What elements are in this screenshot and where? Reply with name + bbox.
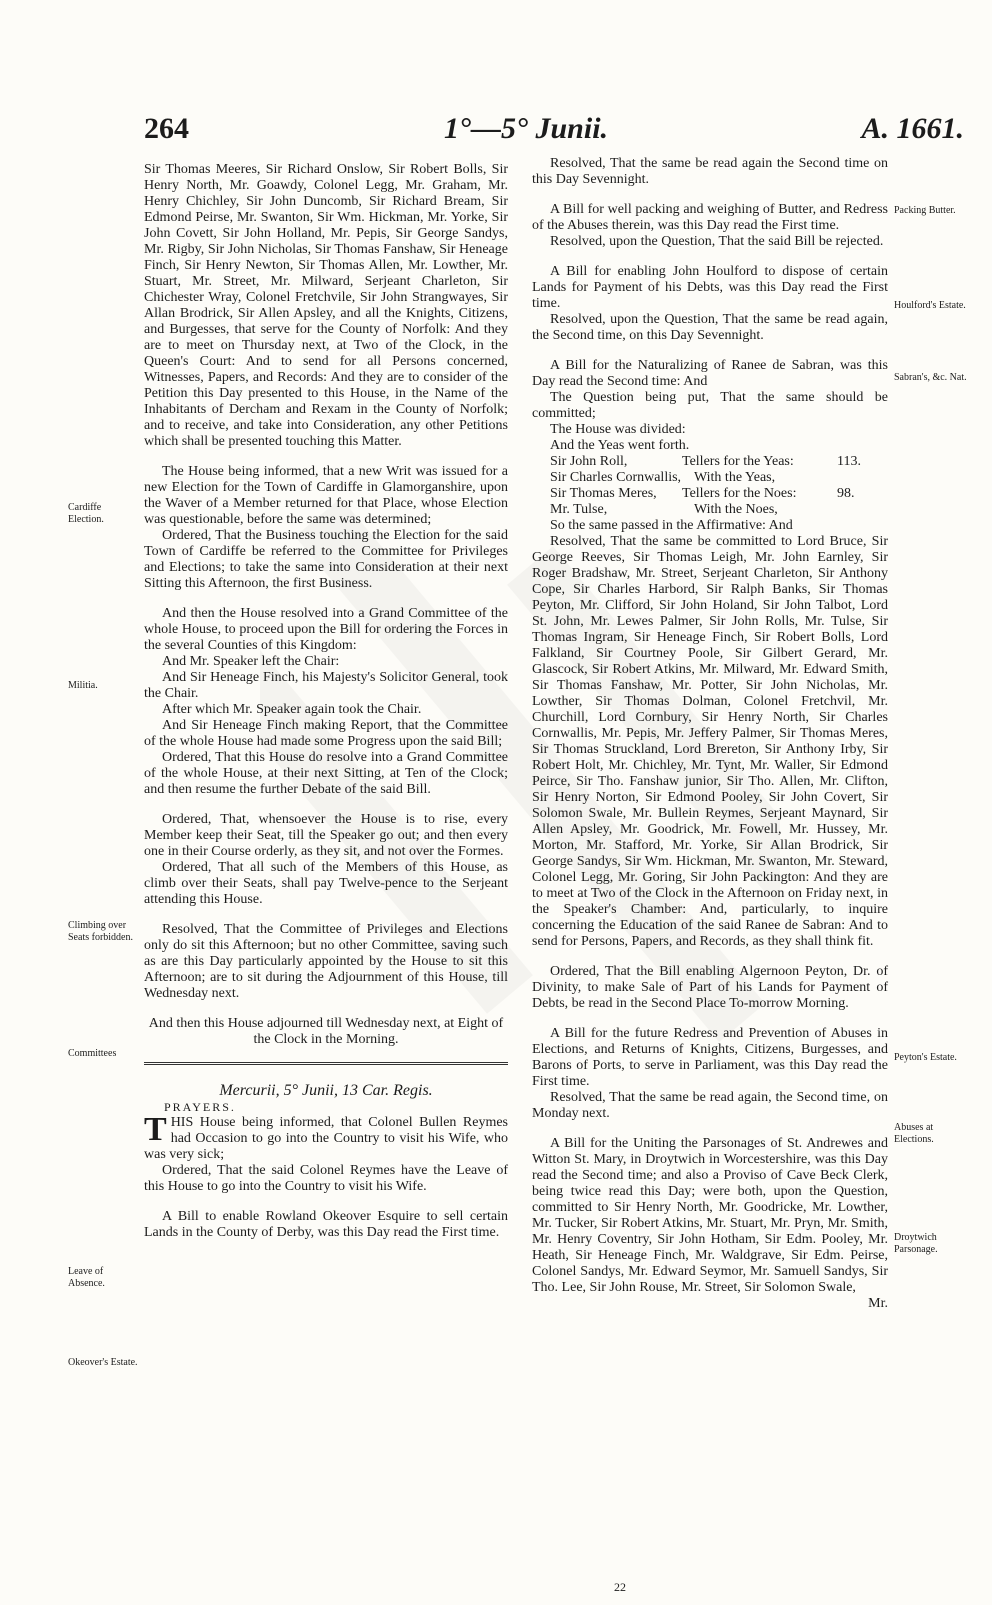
prayers: PRAYERS.: [164, 1100, 236, 1114]
butter-bill: A Bill for well packing and weighing of Butter, and Redress of the Abuses therein, was this Day read the First time.: [532, 202, 888, 233]
houlford-bill: A Bill for enabling John Houlford to dispose of certain Lands for Payment of his Debts, was this Day read the First time.: [532, 264, 888, 311]
butter-rejected: Resolved, upon the Question, That the said Bill be rejected.: [550, 234, 884, 249]
signature-mark: 22: [614, 1580, 626, 1594]
finch-report: And Sir Heneage Finch making Report, that the Committee of the whole House had made some Progress upon the said Bill;: [144, 718, 508, 749]
page-header: [144, 112, 964, 152]
sevennight-resolution: Resolved, That the same be read again the Second time on this Day Sevennight.: [532, 156, 888, 187]
speaker-left: And Mr. Speaker left the Chair:: [162, 654, 340, 669]
cardiffe-order: Ordered, That the Business touching the Election for the said Town of Cardiffe be referred to the Committee for Privileges and Elections; to take the same into Consideration at their next Sitting this Afternoon, the first Business.: [144, 528, 508, 591]
grand-committee-order: Ordered, That this House do resolve into a Grand Committee of the whole House, at their next Sitting, at Ten of the Clock; and then resume the further Debate of the said Bill.: [144, 750, 508, 797]
elections-resolution: Resolved, That the same be read again, the Second time, on Monday next.: [532, 1090, 888, 1121]
teller-role: With the Yeas,: [694, 470, 776, 485]
left-column: [144, 162, 508, 1241]
drop-cap: T: [144, 1111, 167, 1148]
teller-count: [837, 470, 867, 486]
fine-order: Ordered, That all such of the Members of this House, as climb over their Seats, shall pay Twelve-pence to the Serjeant attending this House.: [144, 860, 508, 907]
seat-order: Ordered, That, whensoever the House is to rise, every Member keep their Seat, till the Speaker go out; and then every one in their Course orderly, as they sit, and not over the Formes.: [144, 812, 508, 859]
margin-note-leave: Leave of Absence.: [68, 1266, 105, 1289]
speaker-again: After which Mr. Speaker again took the Chair.: [162, 702, 422, 717]
committees-resolution: Resolved, That the Committee of Privileges and Elections only do sit this Afternoon; but no other Committee, saving such as are this Day particularly appointed by the House to sit this Afternoon; are to sit during the Adjournment of this House, till Wednesday next.: [144, 922, 508, 1001]
sabran-bill: A Bill for the Naturalizing of Ranee de Sabran, was this Day read the Second time: And: [532, 358, 888, 389]
yeas-forth: And the Yeas went forth.: [550, 438, 690, 453]
margin-note-sabran: Sabran's, &c. Nat.: [894, 372, 967, 383]
page-year: A. 1661.: [861, 112, 964, 145]
section-rule: [144, 1062, 508, 1065]
margin-note-peyton: Peyton's Estate.: [894, 1052, 957, 1063]
day-heading: Mercurii, 5° Junii, 13 Car. Regis.: [219, 1082, 433, 1099]
leave-paragraph: THIS House being informed, that Colonel Bullen Reymes had Occasion to go into the Country to visit his Wife, who was very sick;: [144, 1111, 508, 1162]
margin-note-climbing: Climbing over Seats forbidden.: [68, 920, 133, 943]
sabran-committee: Resolved, That the same be committed to Lord Bruce, Sir George Reeves, Sir Thomas Leigh, Mr. John Earnley, Sir Roger Bradshaw, Mr. Street, Serjeant Charleton, Sir Anthony Cope, Sir Charles Harbord, Sir Ralph Banks, Sir Thomas Peyton, Mr. Clifford, Sir John Holand, Sir John Talbot, Lord St. John, Mr. Lewes Palmer, Sir John Rolls, Mr. Tulse, Sir Thomas Ingram, Sir Heneage Finch, Sir Robert Bolls, Lord Falkland, Sir Courtney Poole, Sir Gilbert Gerard, Mr. Glascock, Sir Robert Atkins, Mr. Milward, Mr. Edward Smith, Sir Thomas Fanshaw, Mr. Potter, Sir John Nicholas, Mr. Lowther, Sir Thomas Dolman, Colonel Fretchvil, Mr. Churchill, Lord Cornbury, Sir Henry North, Sir Charles Cornwallis, Mr. Pepis, Mr. Jeffery Palmer, Sir Thomas Meres, Sir Thomas Struckland, Lord Brereton, Sir Anthony Irby, Sir Robert Holt, Mr. Chichley, Mr. Tynt, Mr. Waller, Sir Edmond Peirce, Sir Tho. Fanshaw junior, Sir Tho. Allen, Mr. Clifton, Sir Henry Norton, Sir Edmond Pooley, Sir John Covert, Sir Solomon Swale, Mr. Bullein Reymes, Serjeant Maynard, Sir Allen Apsley, Mr. Goodrick, Mr. Fowell, Mr. Hussey, Mr. Morton, Mr. Stafford, Mr. Yorke, Sir Allan Brodrick, Sir George Sandys, Sir Wm. Hickman, Mr. Swanton, Mr. Steward, Colonel Legg, Mr. Goring, Sir John Packington: And they are to meet at Two of the Clock in the Afternoon on Friday next, in the Speaker's Chamber: And, particularly, to inquire concerning the Education of the said Ranee de Sabran: And to send for Persons, Papers, and Records, as they shall think fit.: [532, 534, 888, 949]
margin-note-abuses: Abuses at Elections.: [894, 1122, 934, 1145]
teller-role: Tellers for the Yeas:: [682, 454, 794, 469]
margin-note-houlford: Houlford's Estate.: [894, 300, 966, 311]
margin-note-okeover: Okeover's Estate.: [68, 1357, 138, 1368]
teller-count: [837, 502, 867, 518]
catchword: Mr.: [868, 1296, 888, 1311]
teller-count: 98.: [837, 486, 855, 501]
margin-note-packing: Packing Butter.: [894, 205, 956, 216]
finch-chair: And Sir Heneage Finch, his Majesty's Solicitor General, took the Chair.: [144, 670, 508, 701]
right-column: [532, 156, 888, 1312]
grand-committee: And then the House resolved into a Grand Committee of the whole House, to proceed upon the Bill for ordering the Forces in the several Counties of this Kingdom:: [144, 606, 508, 653]
okeover-bill: A Bill to enable Rowland Okeover Esquire to sell certain Lands in the County of Derby, was this Day read the First time.: [144, 1209, 508, 1240]
margin-note-committees: Committees: [68, 1048, 117, 1059]
cardiffe-writ: The House being informed, that a new Writ was issued for a new Election for the Town of Cardiffe in Glamorganshire, upon the Waver of a Member returned for that Place, whose Election was questionable, before the same was determined;: [144, 464, 508, 527]
elections-bill: A Bill for the future Redress and Prevention of Abuses in Elections, and Returns of Knights, Citizens, Burgesses, and Barons of Ports, to serve in Parliament, was this Day read the First time.: [532, 1026, 888, 1089]
margin-note-militia: Militia.: [68, 680, 98, 691]
committee-members-list: Sir Thomas Meeres, Sir Richard Onslow, Sir Robert Bolls, Sir Henry North, Mr. Goawdy, Colonel Legg, Mr. Graham, Mr. Henry Chichley, Sir John Duncomb, Sir Richard Bream, Sir Edmond Peirse, Mr. Swanton, Sir Wm. Hickman, Mr. Yorke, Sir John Covett, Sir John Holland, Mr. Pepis, Sir George Sandys, Mr. Rigby, Sir John Nicholas, Sir Thomas Fanshaw, Sir Heneage Finch, Sir Henry Newton, Sir Thomas Allen, Mr. Lowther, Mr. Stuart, Mr. Street, Mr. Milward, Serjeant Charleton, Sir Chichester Wray, Colonel Fretchvile, Sir John Strangwayes, Sir Allan Brodrick, Sir Allen Apsley, and all the Knights, Citizens, and Burgesses, that serve for the County of Norfolk: And they are to meet on Thursday next, at Two of the Clock, in the Queen's Court: And to send for all Persons concerned, Witnesses, Papers, and Records: And they are to consider of the Petition this Day presented to this House, in the Name of the Inhabitants of Dercham and Rexam in the County of Norfolk; and to receive, and take into Consideration, any other Petitions which shall be presented touching this Matter.: [144, 162, 508, 449]
teller-name: Sir Charles Cornwallis,: [550, 470, 682, 485]
affirmative: So the same passed in the Affirmative: And: [550, 518, 793, 533]
droytwich-bill: A Bill for the Uniting the Parsonages of St. Andrewes and Witton St. Mary, in Droytwich in Worcestershire, was this Day read the Second time; and also a Proviso of Cave Beck Clerk, being twice read this Day; were both, upon the Question, committed to Sir Henry North, Mr. Goodricke, Mr. Lowther, Mr. Tucker, Sir Robert Atkins, Mr. Stuart, Mr. Pryn, Mr. Smith, Mr. Henry Coventry, Sir John Hotham, Sir Edm. Pooley, Mr. Heath, Sir Heneage Finch, Mr. Waldgrave, Sir Edm. Peirse, Colonel Sandys, Mr. Edward Seymor, Mr. Samuell Sandys, Sir Tho. Lee, Sir John Rouse, Mr. Street, Sir Solomon Swale,: [532, 1136, 888, 1295]
teller-count: 113.: [837, 454, 861, 469]
teller-name: Mr. Tulse,: [550, 502, 608, 517]
peyton-order: Ordered, That the Bill enabling Algernoon Peyton, Dr. of Divinity, to make Sale of Part of his Lands for Payment of Debts, be read in the Second Place To-morrow Morning.: [532, 964, 888, 1011]
margin-note-droytwich: Droytwich Parsonage.: [894, 1232, 938, 1255]
houlford-resolution: Resolved, upon the Question, That the same be read again, the Second time, on this Day Sevennight.: [532, 312, 888, 343]
teller-name: Sir Thomas Meres,: [550, 486, 657, 501]
adjournment: And then this House adjourned till Wednesday next, at Eight of the Clock in the Morning.: [148, 1016, 504, 1047]
teller-role: With the Noes,: [694, 502, 778, 517]
page-date: 1°—5° Junii.: [444, 112, 609, 145]
teller-name: Sir John Roll,: [550, 454, 628, 469]
tellers-table: [532, 454, 888, 518]
margin-note-cardiffe: Cardiffe Election.: [68, 502, 104, 525]
leave-order: Ordered, That the said Colonel Reymes have the Leave of this House to go into the Country to visit his Wife.: [144, 1163, 508, 1194]
page-number: 264: [144, 112, 189, 145]
teller-role: Tellers for the Noes:: [682, 486, 797, 501]
house-divided: The House was divided:: [550, 422, 686, 437]
question-put: The Question being put, That the same should be committed;: [532, 390, 888, 421]
